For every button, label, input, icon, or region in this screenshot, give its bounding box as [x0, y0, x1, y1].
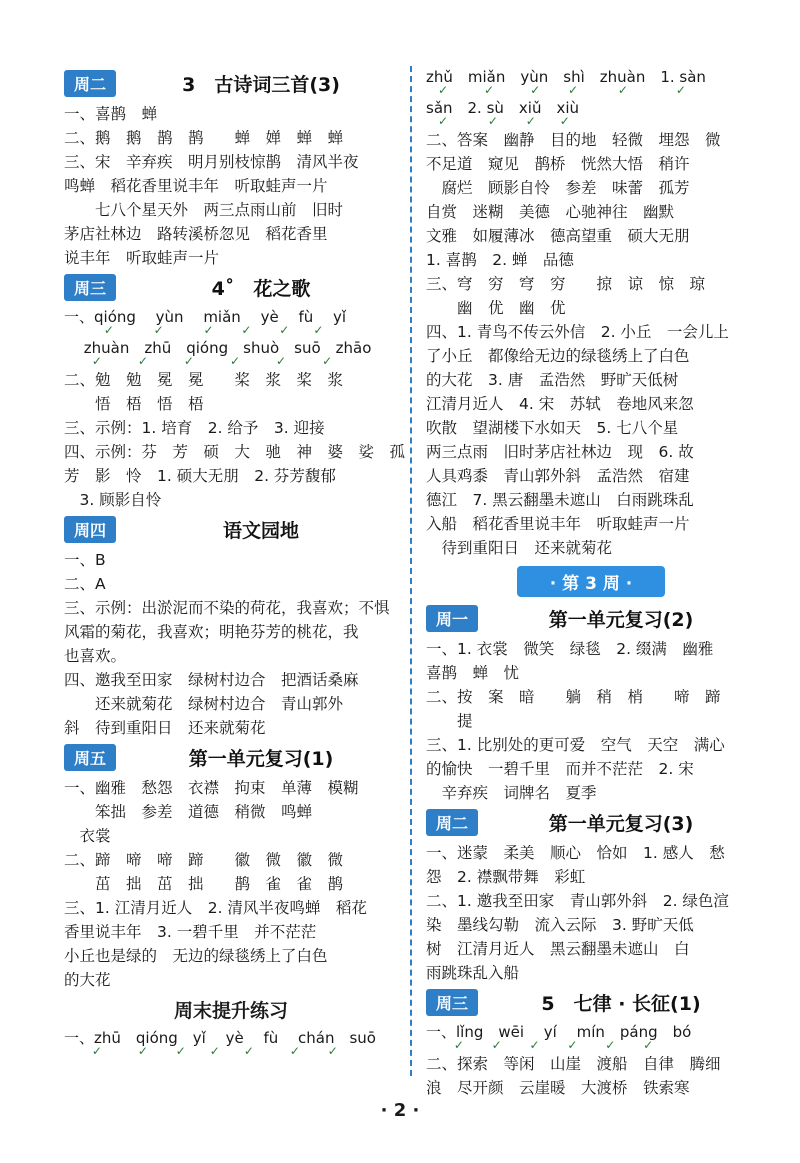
section-title: 3 古诗词三首(3)	[182, 73, 340, 96]
answer-line: 二、A	[64, 575, 106, 593]
answer-line: 的大花 3. 唐 孟浩然 野旷天低树	[426, 371, 679, 389]
answer-line: 怨 2. 襟飘带舞 彩虹	[426, 868, 586, 886]
answer-block	[426, 128, 756, 560]
check-marks: ✓ ✓ ✓ ✓ ✓ ✓ ✓	[64, 1044, 338, 1058]
day-tag: 周四	[64, 516, 116, 543]
answer-line: 二、蹄 啼 啼 蹄 徽 微 徽 微	[64, 851, 344, 869]
answer-line: 的大花	[64, 971, 111, 989]
section-title: 第一单元复习(2)	[548, 608, 694, 631]
answer-block	[64, 548, 398, 740]
check-marks: ✓ ✓ ✓ ✓ ✓ ✓	[64, 323, 324, 337]
answer-line: 人具鸡黍 青山郭外斜 孟浩然 宿建	[426, 467, 690, 485]
answer-line: 幽 优 幽 优	[426, 299, 566, 317]
answer-block	[64, 102, 398, 270]
answer-line: 还来就菊花 绿树村边合 青山郭外	[64, 695, 344, 713]
answer-block	[426, 1021, 756, 1100]
left-column	[64, 66, 406, 1058]
answer-line: 四、1. 青鸟不传云外信 2. 小丘 一会儿上	[426, 323, 729, 341]
answer-line: 二、鹅 鹅 鹊 鹊 蝉 婵 蝉 蝉	[64, 129, 344, 147]
answer-line: 二、答案 幽静 目的地 轻微 埋怨 微	[426, 131, 721, 149]
answer-line: 衣裳	[64, 827, 111, 845]
answer-line: 树 江清月近人 黑云翻墨未遮山 白	[426, 940, 690, 958]
answer-line: 提	[426, 712, 473, 730]
answer-line: 德江 7. 黑云翻墨未遮山 白雨跳珠乱	[426, 491, 694, 509]
answer-line: 3. 顾影自怜	[64, 491, 162, 509]
day-tag: 周二	[426, 809, 478, 836]
answer-line: 入船 稻花香里说丰年 听取蛙声一片	[426, 515, 690, 533]
section-title: 5 七律 · 长征(1)	[541, 992, 701, 1015]
check-marks: ✓ ✓ ✓ ✓	[426, 114, 570, 128]
pinyin-line: zhǔ miǎn yùn shì zhuàn 1. sàn	[426, 68, 706, 86]
section-title: 4˚ 花之歌	[211, 277, 311, 300]
answer-line: 笨拙 参差 道德 稍微 鸣蝉	[64, 803, 313, 821]
answer-line: 两三点雨 旧时茅店社林边 现 6. 故	[426, 443, 694, 461]
day-tag: 周二	[64, 70, 116, 97]
answer-line: 腐烂 顾影自怜 参差 味蕾 孤芳	[426, 179, 690, 197]
answer-line: 自赏 迷糊 美德 心驰神往 幽默	[426, 203, 675, 221]
answer-line: 斜 待到重阳日 还来就菊花	[64, 719, 266, 737]
answer-line: 吹散 望湖楼下水如天 5. 七八个星	[426, 419, 679, 437]
answer-line: 二、探索 等闲 山崖 渡船 自律 腾细	[426, 1055, 721, 1073]
answer-line: 茁 拙 茁 拙 鹊 雀 雀 鹊	[64, 875, 344, 893]
section-header	[426, 807, 756, 837]
section-header	[64, 742, 398, 772]
answer-line: 香里说丰年 3. 一碧千里 并不茫茫	[64, 923, 317, 941]
answer-line: 一、1. 衣裳 微笑 绿毯 2. 缀满 幽雅	[426, 640, 714, 658]
answer-line: 三、示例：1. 培育 2. 给予 3. 迎接	[64, 419, 325, 437]
answer-line: 不足道 窥见 鹊桥 恍然大悟 稍许	[426, 155, 690, 173]
section-header	[64, 68, 398, 98]
section-title: 语文园地	[223, 519, 300, 542]
pinyin-line: 一、zhū qióng yǐ yè fù chán suō	[64, 1029, 376, 1047]
answer-line: 二、勉 勉 冕 冕 桨 浆 桨 浆	[64, 371, 344, 389]
pinyin-line: sǎn 2. sù xiǔ xiù	[426, 99, 580, 117]
day-tag: 周三	[426, 989, 478, 1016]
answer-line: 染 墨线勾勒 流入云际 3. 野旷天低	[426, 916, 694, 934]
answer-line: 二、1. 邀我至田家 青山郭外斜 2. 绿色渲	[426, 892, 729, 910]
answer-line: 三、1. 比别处的更可爱 空气 天空 满心	[426, 736, 725, 754]
right-column	[426, 66, 756, 1100]
answer-line: 三、宋 辛弃疾 明月别枝惊鹊 清风半夜	[64, 153, 359, 171]
answer-block	[64, 306, 406, 512]
answer-block	[426, 841, 756, 985]
answer-line: 四、邀我至田家 绿树村边合 把酒话桑麻	[64, 671, 359, 689]
check-marks: ✓ ✓ ✓ ✓ ✓ ✓	[64, 354, 333, 368]
answer-line: 三、1. 江清月近人 2. 清风半夜鸣蝉 稻花	[64, 899, 367, 917]
check-marks: ✓ ✓ ✓ ✓ ✓ ✓	[426, 83, 686, 97]
section-header	[426, 603, 756, 633]
answer-line: 一、B	[64, 551, 106, 569]
section-header	[64, 272, 398, 302]
pinyin-line: zhuàn zhū qióng shuò suō zhāo	[64, 339, 372, 357]
page-number: · 2 ·	[380, 1100, 420, 1121]
pinyin-line: 一、lǐng wēi yí mín páng bó	[426, 1023, 692, 1041]
answer-line: 也喜欢。	[64, 647, 127, 665]
answer-line: 三、穹 穷 穹 穷 掠 谅 惊 琼	[426, 275, 706, 293]
day-tag: 周一	[426, 605, 478, 632]
answer-line: 待到重阳日 还来就菊花	[426, 539, 613, 557]
check-marks: ✓ ✓ ✓ ✓ ✓ ✓	[426, 1038, 654, 1052]
section-title: 周末提升练习	[173, 1000, 288, 1022]
section-header	[64, 514, 398, 544]
answer-line: 江清月近人 4. 宋 苏轼 卷地风来忽	[426, 395, 694, 413]
answer-line: 一、幽雅 愁怨 衣襟 拘束 单薄 模糊	[64, 779, 359, 797]
answer-line: 风霜的菊花，我喜欢；明艳芬芳的桃花，我	[64, 623, 359, 641]
answer-line: 的愉快 一碧千里 而并不茫茫 2. 宋	[426, 760, 694, 778]
week-banner: · 第 3 周 ·	[517, 566, 665, 597]
answer-line: 三、示例：出淤泥而不染的荷花，我喜欢；不惧	[64, 599, 390, 617]
answer-line: 雨跳珠乱入船	[426, 964, 520, 982]
column-divider	[410, 66, 412, 1076]
answer-line: 七八个星天外 两三点雨山前 旧时	[64, 201, 344, 219]
answer-block	[64, 776, 398, 992]
section-header	[426, 987, 756, 1017]
answer-line: 芳 影 怜 1. 硕大无朋 2. 芬芳馥郁	[64, 467, 336, 485]
section-title: 第一单元复习(3)	[548, 812, 694, 835]
answer-line: 1. 喜鹊 2. 蝉 品德	[426, 251, 574, 269]
answer-line: 二、按 案 暗 躺 稍 梢 啼 蹄	[426, 688, 721, 706]
answer-block	[426, 637, 756, 805]
answer-line: 鸣蝉 稻花香里说丰年 听取蛙声一片	[64, 177, 328, 195]
answer-line: 了小丘 都像给无边的绿毯绣上了白色	[426, 347, 690, 365]
pinyin-line: 一、qióng yùn miǎn yè fù yǐ	[64, 308, 347, 326]
answer-line: 说丰年 听取蛙声一片	[64, 249, 220, 267]
answer-line: 一、迷蒙 柔美 顺心 恰如 1. 感人 愁	[426, 844, 725, 862]
answer-line: 文雅 如履薄冰 德高望重 硕大无朋	[426, 227, 690, 245]
day-tag: 周五	[64, 744, 116, 771]
answer-line: 浪 尽开颜 云崖暖 大渡桥 铁索寒	[426, 1079, 690, 1097]
answer-line: 喜鹊 蝉 忧	[426, 664, 520, 682]
section-title: 第一单元复习(1)	[188, 747, 334, 770]
answer-line: 悟 梧 悟 梧	[64, 395, 204, 413]
answer-line: 辛弃疾 词牌名 夏季	[426, 784, 597, 802]
answer-line: 一、喜鹊 蝉	[64, 105, 158, 123]
answer-line: 四、示例：芬 芳 硕 大 驰 神 婆 娑 孤	[64, 443, 406, 461]
day-tag: 周三	[64, 274, 116, 301]
answer-line: 小丘也是绿的 无边的绿毯绣上了白色	[64, 947, 328, 965]
answer-line: 茅店社林边 路转溪桥忽见 稻花香里	[64, 225, 328, 243]
